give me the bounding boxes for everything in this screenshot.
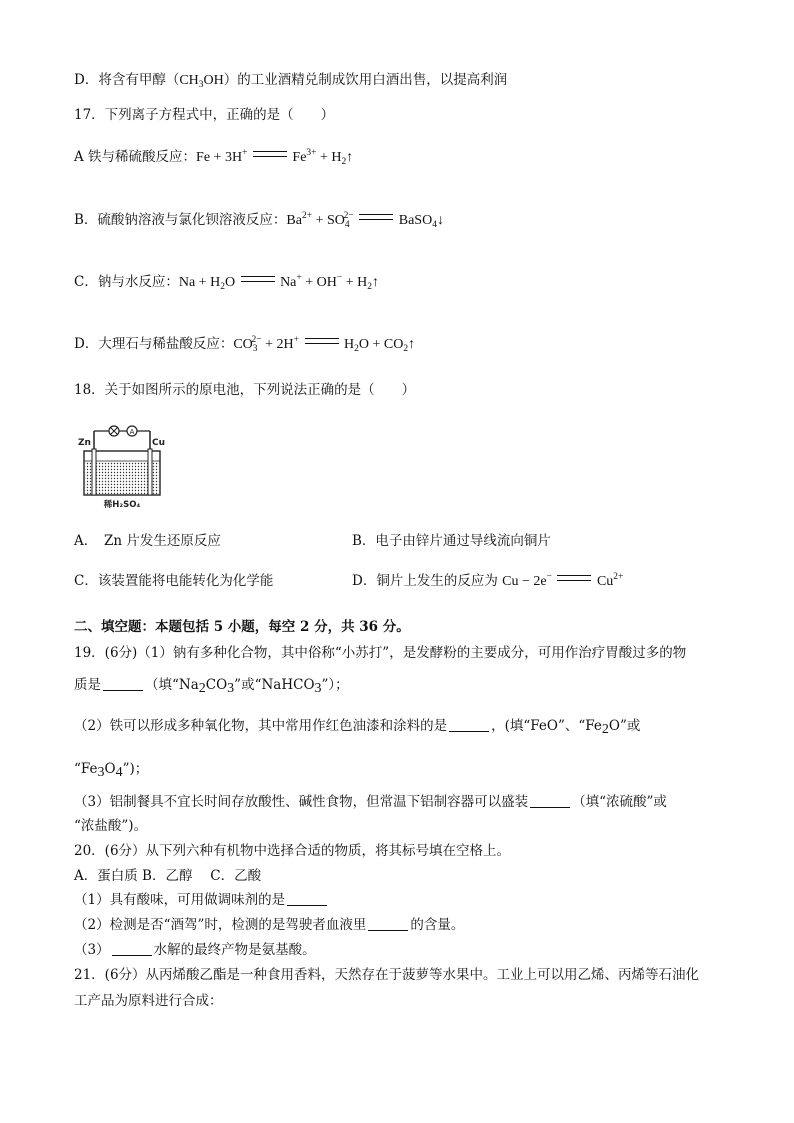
svg-text:A: A	[129, 428, 135, 436]
equation-d: $CO_3^{2-} + 2H^+$ $H_2O$ + $CO_2↑$	[233, 335, 416, 354]
equation-c: $Na + H_2O$ $Na^+ + OH^- + H_2↑$	[178, 273, 379, 292]
q19-line-5: （3）铝制餐具不宜长时间存放酸性、碱性食物，但常温下铝制容器可以盛装 （填“浓硫酸”或	[74, 794, 667, 810]
q20-stem: 20．(6分）从下列六种有机物中选择合适的物质，将其标号填在空格上。	[74, 843, 511, 859]
solution-label: 稀H₂SO₄	[103, 500, 141, 510]
answer-blank[interactable]	[112, 955, 152, 956]
q17-option-c: C．钠与水反应：$Na + H_2O$ $Na^+ + OH^- + H_2↑$	[74, 273, 379, 292]
q18-option-d: D．铜片上发生的反应为 Cu − 2e− $Cu^{2+}$	[352, 572, 624, 589]
equation-a: Fe + 3H+ $Fe^{3+}$ + $H_2↑$	[196, 148, 354, 167]
galvanic-cell-diagram	[74, 423, 170, 513]
q21-line-2: 工产品为原料进行合成：	[74, 993, 223, 1009]
zn-label: Zn	[78, 438, 91, 448]
answer-blank[interactable]	[287, 905, 327, 906]
q19-line-2: 质是 （填“$Na_2CO_3$”或“NaHCO$_3$”）；	[74, 677, 349, 696]
q17-option-b: B．硫酸钠溶液与氯化钡溶液反应：$Ba^{2+} + SO_4^{2-}$ BaSO$_4$↓	[74, 211, 444, 230]
q19-line-4: “$Fe_3O_4$”)；	[74, 761, 149, 780]
equation-b: $Ba^{2+} + SO_4^{2-}$ BaSO$_4$↓	[286, 211, 444, 230]
q17-option-d: D．大理石与稀盐酸反应：$CO_3^{2-} + 2H^+$ $H_2O$ + $CO_2↑$	[74, 335, 416, 354]
q18-option-a: A． Zn 片发生还原反应	[74, 533, 221, 549]
cu-label: Cu	[152, 438, 166, 448]
q19-line-6: “浓盐酸”)。	[74, 818, 148, 834]
q20-item-1: （1）具有酸味，可用做调味剂的是	[74, 891, 329, 909]
answer-blank[interactable]	[530, 807, 570, 808]
answer-blank[interactable]	[368, 930, 408, 931]
q20-item-2: （2）检测是否“酒驾”时，检测的是驾驶者血液里 的含量。	[74, 917, 465, 933]
q18-stem: 18．关于如图所示的原电池，下列说法正确的是（ ）	[74, 382, 416, 398]
q19-line-3: （2）铁可以形成多种氧化物，其中常用作红色油漆和涂料的是 ，(填“FeO”、“$Fe_2O$”或	[74, 718, 641, 737]
q20-options: A．蛋白质 B．乙醇 C．乙酸	[74, 868, 262, 884]
q20-item-3: （3） 水解的最终产物是氨基酸。	[74, 942, 316, 958]
q19-line-1: 19．(6分)（1）钠有多种化合物，其中俗称“小苏打”，是发酵粉的主要成分，可用作治疗胃酸过多的物	[74, 645, 687, 661]
answer-blank[interactable]	[103, 690, 143, 691]
q17-option-a: A 铁与稀硫酸反应：Fe + 3H+ $Fe^{3+}$ + $H_2↑$	[74, 148, 354, 167]
q21-line-1: 21．(6分）从丙烯酸乙酯是一种食用香料，天然存在于菠萝等水果中。工业上可以用乙烯、丙烯等石油化	[74, 967, 700, 983]
q18-option-c: C．该装置能将电能转化为化学能	[74, 573, 274, 589]
q18-option-b: B．电子由锌片通过导线流向铜片	[352, 533, 551, 549]
q16-option-d: D．将含有甲醇$(CH_3OH)$的工业酒精兑制成饮用白酒出售，以提高利润	[74, 72, 508, 90]
q17-stem: 17．下列离子方程式中，正确的是（ ）	[74, 107, 335, 123]
section-title: 二、填空题：本题包括 5 小题，每空 2 分，共 36 分。	[74, 619, 410, 635]
equation-q18d: Cu − 2e− $Cu^{2+}$	[502, 572, 624, 589]
answer-blank[interactable]	[449, 731, 489, 732]
